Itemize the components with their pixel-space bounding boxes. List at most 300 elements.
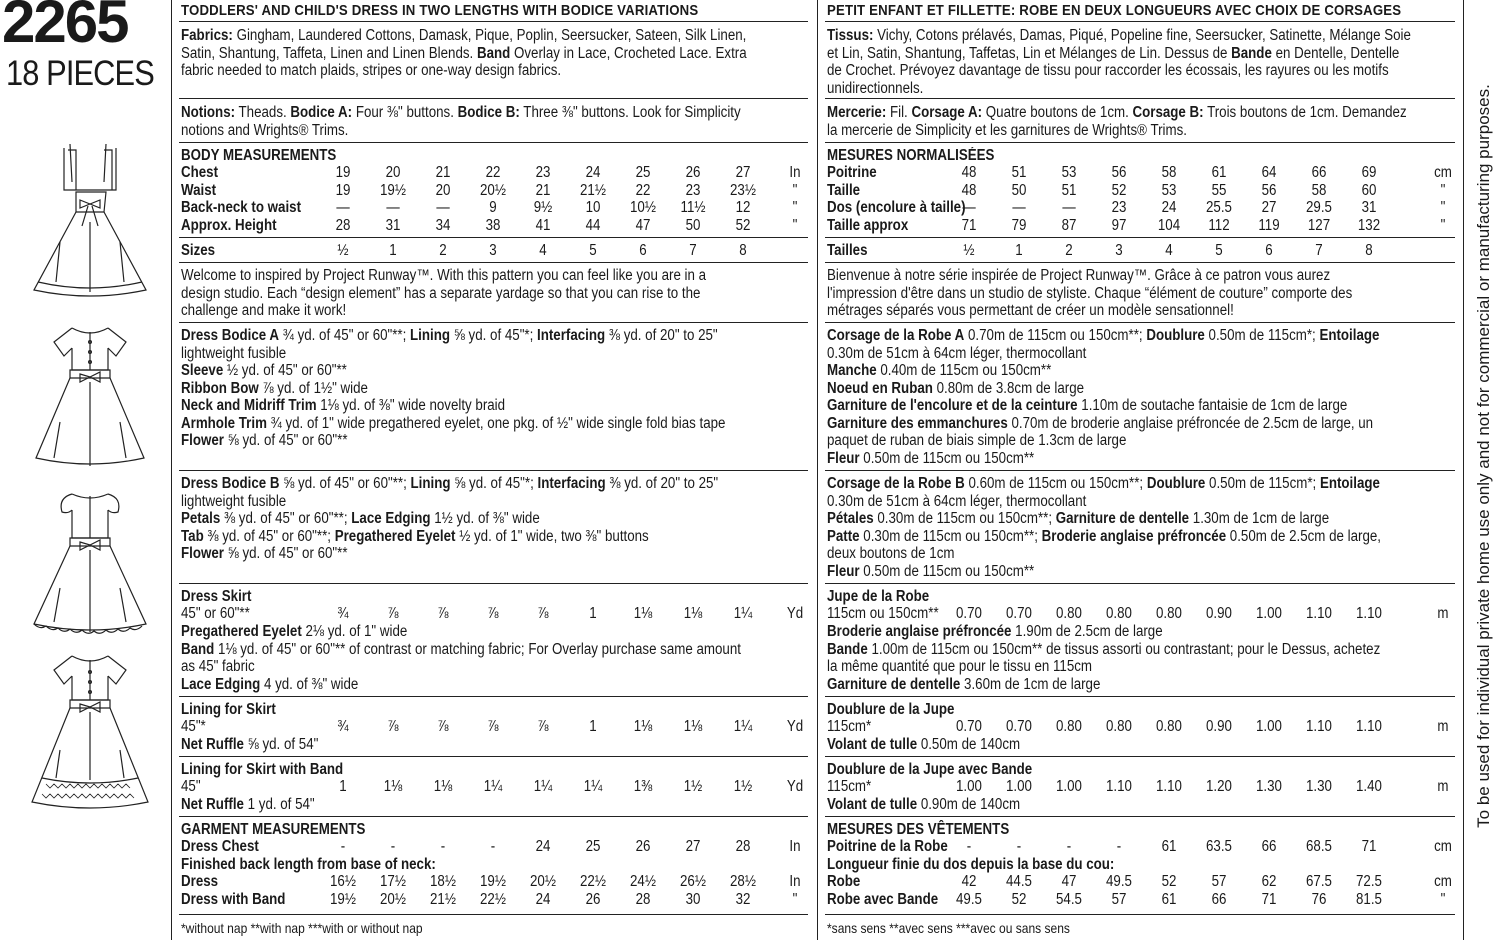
fabrics-text-line: Satin, Shantung, Taffeta, Linen and Linen Blends. Band Overlay in Lace, Crocheted Lace. Extra	[181, 44, 747, 62]
garment-chest-row-label: Poitrine de la Robe	[827, 838, 948, 855]
nap-footnote: *sans sens **avec sens ***avec ou sans sens	[827, 920, 1070, 936]
sizes-row-value: 8	[739, 242, 747, 259]
garment-band-row-value: 28	[635, 891, 651, 908]
welcome-text-line: Bienvenue à notre série inspirée de Project Runway™. Grâce à ce patron vous aurez	[827, 267, 1331, 284]
bodice-a-text-line: Corsage de la Robe A 0.70m de 115cm ou 150cm**; Doublure 0.50m de 115cm*; Entoilage	[827, 327, 1380, 344]
dress-skirt-text-line: Garniture de dentelle 3.60m de 1cm de large	[827, 675, 1101, 693]
dress-skirt-row-unit: Yd	[786, 605, 804, 622]
dress-skirt-row-label: 115cm ou 150cm**	[827, 605, 939, 622]
bodice-b-text-line: deux boutons de 1cm	[827, 545, 955, 562]
body-measurement-row-unit: In	[789, 164, 801, 181]
bodice-b-text-line: Petals ⅜ yd. of 45" or 60"**; Lace Edging 1½ yd. of ⅜" wide	[181, 510, 540, 527]
lining-band-row-value: 1⅛	[383, 778, 403, 795]
sizes-row-value: 1	[389, 242, 397, 259]
body-measurements-title: MESURES NORMALISÉES	[827, 147, 995, 164]
garment-dress-row-value: 72.5	[1356, 873, 1382, 890]
garment-dress-row-value: 24½	[630, 873, 656, 890]
body-measurement-row-unit: "	[792, 199, 798, 216]
section-rule	[825, 696, 1455, 697]
garment-band-row-value: 22½	[480, 891, 506, 908]
body-measurement-row-value: 9	[489, 199, 497, 216]
garment-dress-row-value: 52	[1161, 873, 1177, 890]
body-measurement-row-label: Waist	[181, 181, 217, 199]
garment-dress-row-value: 57	[1211, 873, 1227, 890]
body-measurement-row-value: 71	[961, 216, 977, 234]
body-measurement-row-value: 56	[1111, 164, 1127, 181]
dress-skirt-text-line: Pregathered Eyelet 2⅛ yd. of 1" wide	[181, 623, 408, 640]
body-measurement-row-value: 50	[685, 216, 701, 234]
bodice-b-text	[827, 475, 1455, 580]
garment-band-row-value: 30	[685, 891, 701, 908]
dress-skirt-title: Jupe de la Robe	[827, 588, 930, 605]
body-measurement-row-value: 24	[585, 164, 601, 181]
fabrics-text-line: unidirectionnels.	[827, 79, 924, 97]
garment-chest-row-value: 63.5	[1206, 838, 1232, 855]
sizes-row-value: ½	[337, 242, 349, 259]
body-measurement-row-value: 11½	[680, 199, 706, 216]
lining-row-unit: Yd	[786, 718, 804, 735]
bodice-a-text-line: 0.30m de 51cm à 64cm léger, thermocollant	[827, 344, 1087, 362]
body-measurement-row-value: 22	[635, 181, 651, 199]
garment-band-row-value: 21½	[430, 891, 456, 908]
bodice-a-text-line: paquet de ruban de biais simple de 1.3cm de large	[827, 432, 1127, 449]
sizes-row-value: 7	[1315, 242, 1323, 259]
lining-band-row-label: 45"	[181, 778, 201, 795]
lining-band-row-value: 1.20	[1206, 778, 1232, 795]
lining-band-row-value: 1.30	[1256, 778, 1282, 795]
body-measurement-row-value: 79	[1011, 216, 1027, 234]
bodice-b-text-line: Dress Bodice B ⅝ yd. of 45" or 60"**; Lining ⅝ yd. of 45"*; Interfacing ⅜ yd. of 20" to 25"	[181, 475, 719, 492]
lining-band-row-unit: Yd	[786, 778, 804, 795]
dress-skirt-row	[181, 605, 808, 623]
body-measurement-row-value: 64	[1261, 164, 1277, 181]
lining-band-row-value: 1.10	[1106, 778, 1132, 795]
body-measurement-row-value: —	[1012, 199, 1026, 216]
welcome-text-line: métrages séparés vous permettant de créer un modèle sensationnel!	[827, 302, 1234, 319]
body-measurement-row-value: 29.5	[1306, 199, 1332, 216]
sizes-row-value: 5	[1215, 242, 1223, 259]
garment-band-row-value: 66	[1211, 891, 1227, 908]
dress-skirt-text	[181, 623, 808, 693]
lining-band-row-value: 1¼	[583, 778, 603, 795]
dress-skirt-row-value: 1.10	[1306, 605, 1332, 622]
garment-length-subtitle: Longueur finie du dos depuis la base du cou:	[827, 856, 1115, 873]
garment-chest-row-value: 28	[735, 838, 751, 855]
fabrics-text-line: fabric needed to match plaids, stripes or one-way design fabrics.	[181, 62, 562, 79]
body-measurement-row-unit: "	[792, 216, 798, 234]
body-measurement-row-value: 56	[1261, 181, 1277, 199]
body-measurement-row-label: Dos (encolure à taille)	[827, 199, 966, 216]
body-measurement-row-value: 69	[1361, 164, 1377, 181]
lining-band-row-value: 1¼	[533, 778, 553, 795]
welcome-text-line: design studio. Each “design element” has a separate yardage so that you can rise to the	[181, 284, 701, 302]
fabrics-text-line: Tissus: Vichy, Cotons prélavés, Damas, Piqué, Popeline fine, Seersucker, Satinette, Mélange Soie	[827, 27, 1411, 44]
garment-dress-row-value: 44.5	[1006, 873, 1032, 890]
garment-band-row-value: 61	[1161, 891, 1177, 908]
body-measurement-row-unit: cm	[1434, 164, 1452, 181]
notions-text	[827, 104, 1455, 139]
sizes-row-value: 7	[689, 242, 697, 259]
garment-dress-row-value: 26½	[680, 873, 706, 890]
body-measurement-row-value: 23	[1111, 199, 1127, 216]
garment-chest-row-value: 27	[685, 838, 701, 855]
garment-band-row-value: 54.5	[1056, 891, 1082, 908]
bodice-a-text-line: Garniture des emmanchures 0.70m de broderie anglaise préfroncée de 2.5cm de large, un	[827, 414, 1374, 432]
garment-chest-row	[827, 838, 1455, 856]
body-measurement-row-value: 22	[485, 164, 501, 181]
garment-dress-row-label: Robe	[827, 873, 861, 890]
sizes-row	[181, 242, 808, 260]
body-measurement-row-value: 48	[961, 181, 977, 199]
lining-row-label: 115cm*	[827, 718, 872, 735]
body-measurement-row-label: Chest	[181, 164, 219, 181]
dress-skirt-row-value: ⅞	[437, 605, 449, 622]
section-rule	[825, 262, 1455, 263]
lining-extra	[181, 736, 808, 754]
garment-chest-row-value: 26	[635, 838, 651, 855]
garment-dress-row-value: 49.5	[1106, 873, 1132, 890]
body-measurement-row-value: 10	[585, 199, 601, 216]
dress-skirt-text-line: Broderie anglaise préfroncée 1.90m de 2.5cm de large	[827, 623, 1163, 640]
garment-band-row	[181, 891, 808, 909]
body-measurement-row-value: 19	[335, 164, 351, 181]
dress-skirt-row-value: 0.70	[956, 605, 982, 622]
garment-dress-row	[181, 873, 808, 891]
lining-row-value: ⅞	[387, 718, 399, 735]
garment-chest-row-unit: In	[789, 838, 801, 855]
body-measurement-row-value: —	[1062, 199, 1076, 216]
notions-text-line: Mercerie: Fil. Corsage A: Quatre boutons de 1cm. Corsage B: Trois boutons de 1cm. Demandez	[827, 104, 1407, 121]
notions-text-line: Notions: Theads. Bodice A: Four ⅜" buttons. Bodice B: Three ⅜" buttons. Look for Simplicity	[181, 104, 741, 121]
garment-chest-row-value: 24	[535, 838, 551, 855]
body-measurement-row-value: 53	[1161, 181, 1177, 199]
body-measurement-row-value: 31	[1361, 199, 1377, 216]
garment-band-row-value: 81.5	[1356, 891, 1382, 908]
body-measurement-row-value: 132	[1357, 216, 1381, 234]
lining-band-row-value: 1¼	[483, 778, 503, 795]
garment-dress-row-label: Dress	[181, 873, 219, 890]
body-measurement-row-value: 28	[335, 216, 351, 234]
sizes-row-value: 3	[489, 242, 497, 259]
body-measurement-row-value: 24	[1161, 199, 1177, 216]
lining-band-row-value: 1½	[733, 778, 753, 795]
garment-chest-row-value: -	[1066, 838, 1072, 855]
garment-chest-row-value: -	[340, 838, 346, 855]
bodice-a-text	[181, 327, 808, 450]
section-rule	[825, 816, 1455, 817]
body-measurement-row-label: Taille	[827, 181, 861, 199]
notions-text	[181, 104, 808, 139]
sizes-row-label: Tailles	[827, 242, 868, 259]
section-rule	[825, 470, 1455, 471]
fabrics-text	[827, 27, 1455, 97]
bodice-b-text-line: Pétales 0.30m de 115cm ou 150cm**; Garniture de dentelle 1.30m de 1cm de large	[827, 510, 1330, 527]
fabrics-text-line: de Crochet. Prévoyez davantage de tissu pour raccorder les écossais, les rayures ou les motifs	[827, 62, 1389, 79]
dress-skirt-row-value: 1.10	[1356, 605, 1382, 622]
body-measurement-row-value: 51	[1011, 164, 1027, 181]
dress-skirt-row-value: 0.70	[1006, 605, 1032, 622]
section-rule	[179, 322, 808, 323]
sizes-row-value: 6	[639, 242, 647, 259]
bodice-b-text-line: Fleur 0.50m de 115cm ou 150cm**	[827, 562, 1035, 580]
dress-skirt-row	[827, 605, 1455, 623]
lining-band-extra	[181, 796, 808, 814]
lining-extra-line: Volant de tulle 0.50m de 140cm	[827, 736, 1021, 753]
pattern-number: 2265	[2, 0, 128, 55]
body-measurement-row-value: 52	[1111, 181, 1127, 199]
bodice-b-text-line: 0.30m de 51cm à 64cm léger, thermocollant	[827, 492, 1087, 510]
section-rule	[179, 583, 808, 584]
lining-row-value: ⅞	[537, 718, 549, 735]
sizes-row-value: 5	[589, 242, 597, 259]
garment-band-row-value: 24	[535, 891, 551, 908]
section-rule	[179, 696, 808, 697]
dress-skirt-text-line: la même quantité que pour le tissu en 115cm	[827, 658, 1093, 675]
body-measurement-row-value: 51	[1061, 181, 1077, 199]
garment-dress-row-value: 47	[1061, 873, 1077, 890]
lining-row-value: ⅞	[487, 718, 499, 735]
garment-measurements-title: GARMENT MEASUREMENTS	[181, 821, 366, 838]
dress-skirt-text-line: Lace Edging 4 yd. of ⅜" wide	[181, 675, 359, 693]
body-measurement-row-value: 20	[435, 181, 451, 199]
bodice-a-text-line: Noeud en Ruban 0.80m de 3.8cm de large	[827, 379, 1085, 397]
garment-dress-row	[827, 873, 1455, 891]
body-measurement-row-value: 104	[1157, 216, 1181, 234]
fabrics-text-line: et Lin, Satin, Shantung, Taffetas, Lin et Mélanges de Lin. Dessus de Bande en Dentelle, Dentelle	[827, 44, 1400, 62]
body-measurement-row-value: 34	[435, 216, 451, 234]
section-rule	[179, 98, 808, 99]
garment-chest-row-value: 68.5	[1306, 838, 1332, 855]
lining-band-extra-line: Volant de tulle 0.90m de 140cm	[827, 796, 1021, 813]
lining-band-title: Lining for Skirt with Band	[181, 761, 344, 778]
body-measurement-row-value: 38	[485, 216, 501, 234]
body-measurement-row-unit: "	[1440, 181, 1446, 199]
sizes-row-label: Sizes	[181, 242, 216, 259]
sizes-row-value: 2	[439, 242, 447, 259]
dress-skirt-row-value: 1¼	[733, 605, 753, 622]
body-measurement-row-value: 20½	[480, 181, 506, 199]
sizes-row-value: 6	[1265, 242, 1273, 259]
section-rule	[179, 470, 808, 471]
body-measurement-row-value: 87	[1061, 216, 1077, 234]
body-measurement-row-value: 47	[635, 216, 651, 234]
lining-row-value: 1.10	[1306, 718, 1332, 735]
body-measurement-row-value: 60	[1361, 181, 1377, 199]
lining-row-value: 0.90	[1206, 718, 1232, 735]
fabrics-text-line: Fabrics: Gingham, Laundered Cottons, Damask, Pique, Poplin, Seersucker, Sateen, Silk Linen,	[181, 27, 747, 44]
nap-footnote: *without nap **with nap ***with or without nap	[181, 920, 423, 936]
garment-chest-row-value: -	[1016, 838, 1022, 855]
garment-band-row-value: 19½	[330, 891, 356, 908]
body-measurement-row	[827, 217, 1455, 235]
lining-row-value: 1¼	[733, 718, 753, 735]
section-rule	[179, 21, 808, 22]
body-measurement-row	[181, 164, 808, 182]
garment-band-row-value: 57	[1111, 891, 1127, 908]
garment-chest-row-label: Dress Chest	[181, 838, 259, 855]
garment-chest-row-value: 71	[1361, 838, 1377, 855]
welcome-text	[827, 267, 1455, 320]
bodice-a-text-line: Armhole Trim ¾ yd. of 1" wide pregathered eyelet, one pkg. of ½" wide single fold bias tape	[181, 414, 726, 432]
section-rule	[179, 262, 808, 263]
welcome-text-line: l'impression d'être dans un studio de styliste. Chaque “élément de couture” comporte des	[827, 284, 1353, 302]
section-rule	[825, 914, 1455, 915]
lining-band-row-value: 1.00	[1006, 778, 1032, 795]
lining-band-row-value: 1⅜	[633, 778, 653, 795]
dress-illustration-b-petal	[20, 488, 160, 638]
lining-band-row-value: 1.00	[1056, 778, 1082, 795]
section-rule	[825, 98, 1455, 99]
garment-band-row-value: 26	[585, 891, 601, 908]
body-measurement-row-value: 112	[1208, 216, 1230, 234]
body-measurement-row-value: 20	[385, 164, 401, 181]
dress-skirt-row-label: 45" or 60"**	[181, 605, 250, 622]
garment-chest-row-value: -	[440, 838, 446, 855]
body-measurement-row-value: 25	[635, 164, 651, 181]
lining-band-row-value: 1.10	[1156, 778, 1182, 795]
body-measurement-row-value: 50	[1011, 181, 1027, 199]
lining-band-row-value: 1	[339, 778, 347, 795]
dress-skirt-row-value: 1.00	[1256, 605, 1282, 622]
lining-row-value: ¾	[337, 718, 349, 735]
body-measurement-row-value: 25.5	[1206, 199, 1232, 216]
garment-dress-row-value: 19½	[480, 873, 506, 890]
body-measurement-row-value: 21	[535, 181, 551, 199]
lining-band-row-value: 1.30	[1306, 778, 1332, 795]
body-measurement-row-value: 9½	[533, 199, 553, 216]
usage-note: To be used for individual private home use only and not for commercial or manufacturing purposes.	[1474, 84, 1493, 828]
lining-band-row-value: 1.00	[956, 778, 982, 795]
body-measurement-row-label: Approx. Height	[181, 216, 277, 234]
sizes-row-value: 8	[1365, 242, 1373, 259]
bodice-b-text-line: Flower ⅝ yd. of 45" or 60"**	[181, 545, 348, 562]
section-rule	[825, 322, 1455, 323]
column-rule-middle	[817, 0, 818, 940]
dress-skirt-text-line: Bande 1.00m de 115cm ou 150cm** de tissus assorti ou contrastant; pour le Dessus, achetez	[827, 640, 1381, 658]
body-measurement-row-value: 21½	[580, 181, 606, 199]
garment-length-subtitle: Finished back length from base of neck:	[181, 856, 436, 873]
bodice-b-text-line: Patte 0.30m de 115cm ou 150cm**; Broderie anglaise préfroncée 0.50m de 2.5cm de large,	[827, 527, 1381, 545]
welcome-text	[181, 267, 808, 320]
sizes-row-value: 3	[1115, 242, 1123, 259]
sizes-row-value: 4	[1165, 242, 1173, 259]
section-rule	[825, 756, 1455, 757]
body-measurement-row-value: 10½	[630, 199, 656, 216]
pattern-title: TODDLERS' AND CHILD'S DRESS IN TWO LENGTHS WITH BODICE VARIATIONS	[181, 2, 699, 19]
dress-illustration-band	[20, 650, 160, 815]
body-measurement-row-unit: "	[1440, 216, 1446, 234]
garment-chest-row-value: 25	[585, 838, 601, 855]
column-rule-left	[171, 0, 172, 940]
body-measurement-row-value: 48	[961, 164, 977, 181]
body-measurement-row	[827, 199, 1455, 217]
body-measurements-title: BODY MEASUREMENTS	[181, 147, 337, 164]
section-rule	[825, 237, 1455, 238]
lining-band-row-value: 1.40	[1356, 778, 1382, 795]
body-measurement-row	[181, 199, 808, 217]
garment-dress-row-value: 67.5	[1306, 873, 1332, 890]
body-measurement-row-value: 119	[1258, 216, 1280, 234]
body-measurement-row-value: 127	[1307, 216, 1331, 234]
garment-band-row-value: 32	[735, 891, 751, 908]
section-rule	[825, 21, 1455, 22]
dress-skirt-row-value: 1⅛	[683, 605, 703, 622]
body-measurement-row-value: 61	[1211, 164, 1227, 181]
sizes-row	[827, 242, 1455, 260]
lining-row-value: 0.70	[956, 718, 982, 735]
body-measurement-row-value: 27	[735, 164, 751, 181]
dress-skirt-row-value: 1	[589, 605, 597, 622]
bodice-b-text-line: lightweight fusible	[181, 492, 287, 510]
dress-skirt-text	[827, 623, 1455, 693]
sizes-row-value: 4	[539, 242, 547, 259]
dress-skirt-row-value: ⅞	[487, 605, 499, 622]
body-measurement-row-value: 19	[335, 181, 351, 199]
bodice-b-text-line: Tab ⅜ yd. of 45" or 60"**; Pregathered Eyelet ½ yd. of 1" wide, two ⅜" buttons	[181, 527, 649, 545]
body-measurement-row-value: 12	[735, 199, 751, 216]
body-measurement-row-unit: "	[1440, 199, 1446, 216]
body-measurement-row-label: Taille approx	[827, 216, 909, 234]
bodice-a-text-line: Neck and Midriff Trim 1⅛ yd. of ⅜" wide novelty braid	[181, 397, 506, 414]
dress-skirt-row-value: ¾	[337, 605, 349, 622]
section-rule	[179, 237, 808, 238]
dress-skirt-row-value: 1⅛	[633, 605, 653, 622]
garment-measurements-title: MESURES DES VÊTEMENTS	[827, 821, 1010, 838]
bodice-b-text	[181, 475, 808, 563]
garment-dress-row-value: 20½	[530, 873, 556, 890]
body-measurement-row-value: 23½	[730, 181, 756, 199]
dress-skirt-row-value: 0.80	[1156, 605, 1182, 622]
garment-chest-row-value: -	[966, 838, 972, 855]
bodice-a-text-line: Flower ⅝ yd. of 45" or 60"**	[181, 432, 348, 449]
lining-extra	[827, 736, 1455, 754]
fabrics-text	[181, 27, 808, 80]
lining-extra-line: Net Ruffle ⅝ yd. of 54"	[181, 736, 319, 753]
body-measurement-row-value: 55	[1211, 181, 1227, 199]
welcome-text-line: Welcome to inspired by Project Runway™. With this pattern you can feel like you are in a	[181, 267, 707, 284]
body-measurement-row-value: 23	[535, 164, 551, 181]
notions-text-line: notions and Wrights® Trims.	[181, 121, 349, 139]
lining-row-value: 0.80	[1106, 718, 1132, 735]
notions-text-line: la mercerie de Simplicity et les garnitures de Wrights® Trims.	[827, 121, 1187, 139]
garment-dress-row-value: 16½	[330, 873, 356, 890]
lining-band-row-unit: m	[1437, 778, 1449, 795]
body-measurement-row-value: 19½	[380, 181, 406, 199]
body-measurement-row-label: Back-neck to waist	[181, 199, 302, 216]
garment-band-row-value: 52	[1011, 891, 1027, 908]
garment-dress-row-value: 62	[1261, 873, 1277, 890]
section-rule	[179, 142, 808, 143]
body-measurement-row	[827, 164, 1455, 182]
body-measurement-row-value: 97	[1111, 216, 1127, 234]
dress-illustration-a-sleeve	[20, 322, 160, 472]
body-measurement-row-value: 58	[1161, 164, 1177, 181]
bodice-a-text-line: Sleeve ½ yd. of 45" or 60"**	[181, 362, 347, 379]
garment-chest-row	[181, 838, 808, 856]
column-rule-right	[1463, 0, 1464, 940]
lining-band-row-label: 115cm*	[827, 778, 872, 795]
lining-row-value: ⅞	[437, 718, 449, 735]
garment-band-row-unit: "	[792, 891, 798, 908]
bodice-a-text-line: Garniture de l'encolure et de la ceinture 1.10m de soutache fantaisie de 1cm de large	[827, 397, 1348, 414]
lining-band-extra-line: Net Ruffle 1 yd. of 54"	[181, 796, 315, 813]
dress-skirt-row-unit: m	[1437, 605, 1449, 622]
bodice-a-text-line: lightweight fusible	[181, 344, 287, 362]
garment-band-row-value: 76	[1311, 891, 1327, 908]
lining-band-row	[181, 778, 808, 796]
body-measurement-row-value: 52	[735, 216, 751, 234]
dress-skirt-row-value: 0.80	[1056, 605, 1082, 622]
